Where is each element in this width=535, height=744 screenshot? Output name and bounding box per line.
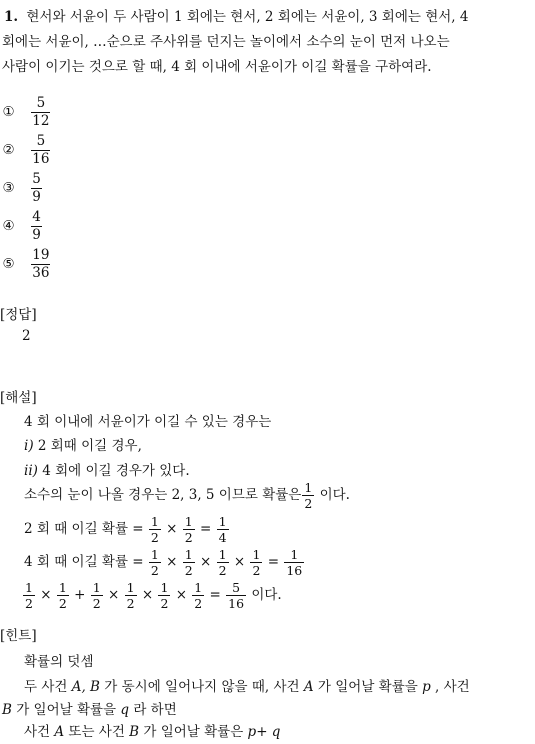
solution-case-2: ii) 4 회에 이길 경우가 있다. <box>24 463 190 479</box>
answer-label: [정답] <box>0 307 37 323</box>
choice-fraction: $\frac{19}{36}$ <box>32 247 50 281</box>
problem-number: 1. <box>4 9 19 25</box>
choice-fraction: $\frac{5}{9}$ <box>32 171 41 205</box>
choice-fraction: $\frac{5}{12}$ <box>32 95 50 129</box>
hint-label: [힌트] <box>0 628 37 644</box>
problem-line-2: 회에는 서윤이, …순으로 주사위를 던지는 놀이에서 소수의 눈이 먼저 나오는 <box>2 34 450 50</box>
solution-line-1: 4 회 이내에 서윤이가 이길 수 있는 경우는 <box>24 414 272 430</box>
solution-line-7: $\frac{1}{2}$ × $\frac{1}{2}$ + $\frac{1}{2}$ × $\frac{1}{2}$ × $\frac{1}{2}$ × $\frac{1}{2}$ = $\frac{5}{16}$ 이다. <box>25 580 282 611</box>
hint-title: 확률의 덧셈 <box>24 654 94 670</box>
hint-line-1: 두 사건 A, B 가 동시에 일어나지 않을 때, 사건 A 가 일어날 확률을 p , 사건 <box>24 679 470 695</box>
problem-text-1: 현서와 서윤이 두 사람이 1 회에는 현서, 2 회에는 서윤이, 3 회에는 현서, 4 <box>26 9 469 25</box>
hint-line-2: B 가 일어날 확률을 q 라 하면 <box>2 702 177 718</box>
hint-line-3: 사건 A 또는 사건 B 가 일어날 확률은 p+ q <box>24 724 281 740</box>
choice-4[interactable] <box>0 209 42 244</box>
choice-5[interactable] <box>0 247 50 282</box>
problem-line-3: 사람이 이기는 것으로 할 때, 4 회 이내에 서윤이가 이길 확률을 구하여라. <box>2 59 432 75</box>
solution-line-5: 2 회 때 이길 확률 = $\frac{1}{2}$ × $\frac{1}{2}$ = $\frac{1}{4}$ <box>24 514 227 545</box>
choice-mark: ⑤ <box>2 256 15 272</box>
choice-fraction: $\frac{5}{16}$ <box>32 133 50 167</box>
half-fraction: $\frac{1}{2}$ <box>304 480 313 511</box>
choice-mark: ③ <box>2 180 15 196</box>
solution-line-6: 4 회 때 이길 확률 = $\frac{1}{2}$ × $\frac{1}{2}$ × $\frac{1}{2}$ × $\frac{1}{2}$ = $\frac{1}{16}$ <box>24 547 303 578</box>
solution-label: [해설] <box>0 390 37 406</box>
choice-fraction: $\frac{4}{9}$ <box>32 209 41 243</box>
choice-3[interactable] <box>0 171 42 206</box>
solution-line-4: 소수의 눈이 나올 경우는 2, 3, 5 이므로 확률은 $\frac{1}{2}$ 이다. <box>24 480 350 511</box>
choice-mark: ② <box>2 142 15 158</box>
solution-case-1: i) 2 회때 이길 경우, <box>24 438 142 454</box>
choice-1[interactable] <box>0 95 50 130</box>
answer-value: 2 <box>22 328 31 344</box>
choice-2[interactable] <box>0 133 50 168</box>
choice-mark: ④ <box>2 218 15 234</box>
problem-line-1 <box>4 5 468 29</box>
choice-mark: ① <box>2 104 15 120</box>
